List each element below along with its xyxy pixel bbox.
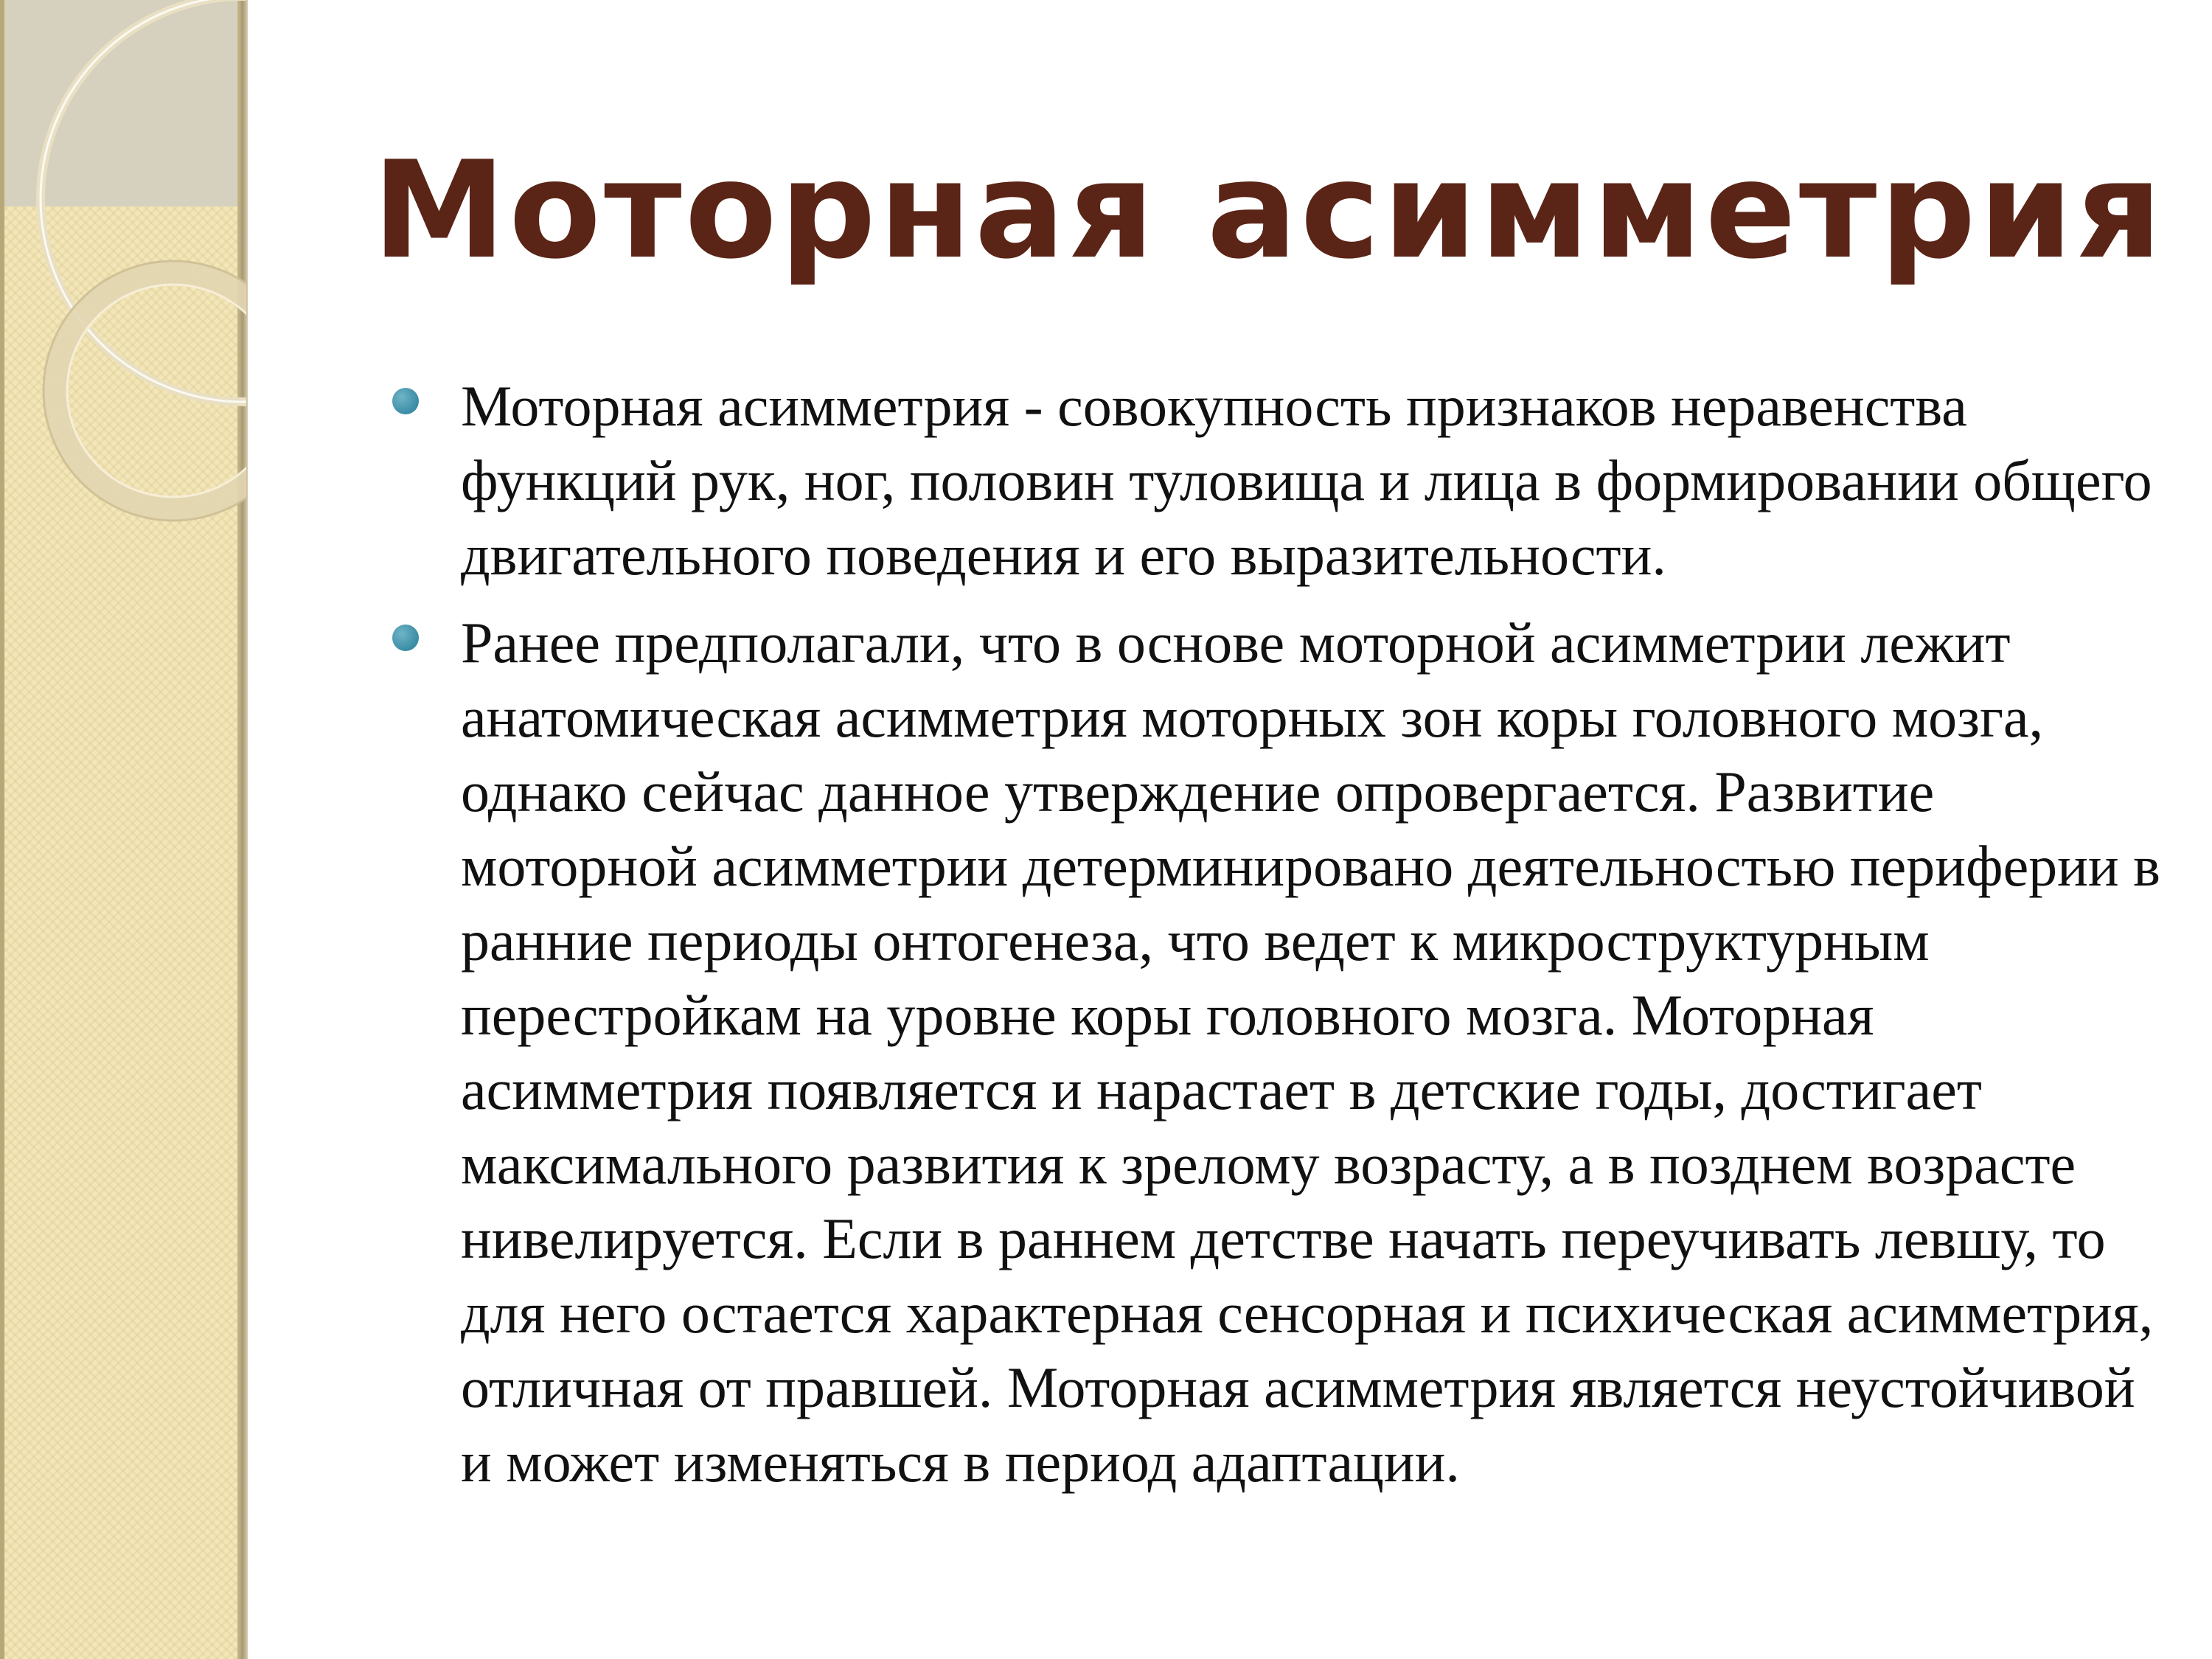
page-title: Моторная асимметрия — [372, 132, 2166, 288]
bullet-list — [383, 369, 2168, 1512]
bullet-text: Моторная асимметрия - совокупность признаков неравенства функций рук, ног, половин туловища и лица в формировании общего двигательного поведения и его выразительности. — [461, 374, 2152, 587]
rings-decoration-icon — [0, 0, 413, 560]
list-item — [383, 605, 2168, 1499]
circle-bullet-icon — [392, 388, 419, 414]
circle-bullet-icon — [392, 625, 419, 651]
list-item — [383, 369, 2168, 592]
bullet-text: Ранее предполагали, что в основе моторной асимметрии лежит анатомическая асимметрия моторных зон коры головного мозга, однако сейчас данное утверждение опровергается. Развитие моторной асимметрии детерминировано деятельностью периферии в ранние периоды онтогенеза, что ведет к микроструктурным перестройкам на уровне коры головного мозга. Моторная асимметрия появляется и нарастает в детские годы, достигает максимального развития к зрелому возрасту, а в позднем возрасте нивелируется. Если в раннем детстве начать переучивать левшу, то для него остается характерная сенсорная и психическая асимметрия, отличная от правшей. Моторная асимметрия является неустойчивой и может изменяться в период адаптации. — [461, 611, 2160, 1494]
